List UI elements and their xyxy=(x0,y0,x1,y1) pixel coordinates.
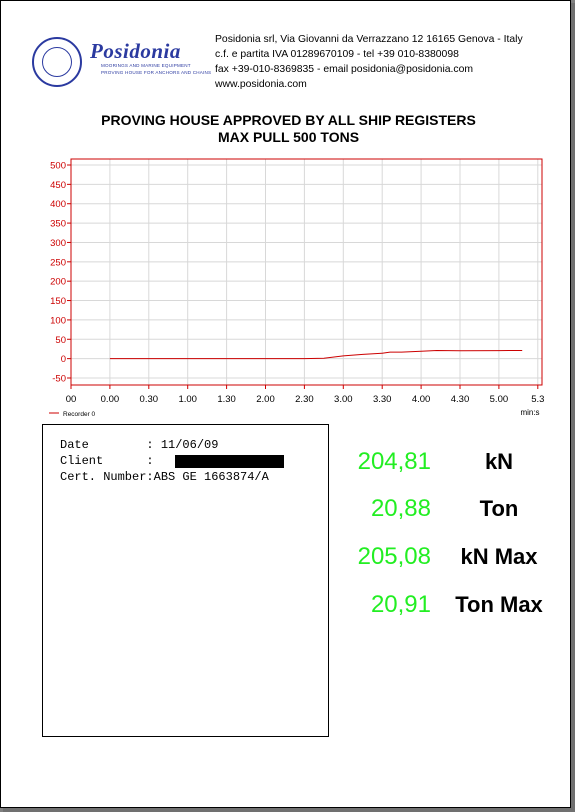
redacted-client-name xyxy=(175,455,284,468)
x-tick-label: 2.30 xyxy=(295,394,314,405)
y-tick-label: 50 xyxy=(55,334,66,346)
address-line-3: fax +39-010-8369835 - email posidonia@posidonia.com xyxy=(215,64,474,75)
certificate-info-box xyxy=(42,424,329,737)
y-tick-label: 250 xyxy=(50,257,66,269)
company-seal-logo xyxy=(32,37,82,87)
y-tick-label: 0 xyxy=(60,354,66,366)
y-tick-label: 300 xyxy=(50,237,66,249)
report-subtitle: MAX PULL 500 TONS xyxy=(217,129,360,145)
reading-value: 204,81 xyxy=(357,448,431,475)
reading-value: 205,08 xyxy=(357,543,431,570)
reading-unit: Ton Max xyxy=(455,592,543,617)
x-tick-label: 4.00 xyxy=(411,394,431,405)
reading-value: 20,88 xyxy=(370,495,431,522)
address-line-4: www.posidonia.com xyxy=(215,79,307,90)
x-tick-label: 0.30 xyxy=(139,394,159,405)
x-tick-label: 00 xyxy=(65,394,77,405)
brand-tagline-2: PROVING HOUSE FOR ANCHORS AND CHAINS xyxy=(101,70,212,75)
cert-number-line: Cert. Number:ABS GE 1663874/A xyxy=(60,470,269,484)
y-tick-label: 100 xyxy=(50,315,66,327)
x-tick-label: 3.00 xyxy=(334,394,353,405)
x-tick-label: 1.00 xyxy=(178,394,197,405)
x-tick-label: 2.00 xyxy=(256,394,275,405)
pull-force-chart xyxy=(1,153,572,423)
brand-name: Posidonia xyxy=(90,39,181,63)
x-tick-label: 0.00 xyxy=(100,394,120,405)
x-tick-label: 1.30 xyxy=(217,394,236,405)
reading-unit: kN xyxy=(484,449,514,474)
y-tick-label: 500 xyxy=(50,160,66,172)
x-unit-label: min:s xyxy=(520,408,540,417)
reading-value: 20,91 xyxy=(370,591,431,618)
y-tick-label: 200 xyxy=(50,276,66,288)
address-line-1: Posidonia srl, Via Giovanni da Verrazzano 12 16165 Genova - Italy xyxy=(215,34,523,45)
x-tick-label: 3.30 xyxy=(372,394,392,405)
x-tick-label: 5.3 xyxy=(531,394,545,405)
x-tick-label: 4.30 xyxy=(450,394,470,405)
report-title: PROVING HOUSE APPROVED BY ALL SHIP REGISTERS xyxy=(101,112,476,128)
y-tick-label: 350 xyxy=(50,218,66,230)
brand-tagline-1: MOORINGS AND MARINE EQUIPMENT xyxy=(101,63,191,68)
y-tick-label: 450 xyxy=(50,179,66,191)
reading-unit: Ton xyxy=(479,496,519,521)
reading-unit: kN Max xyxy=(460,544,538,569)
date-line: Date : 11/06/09 xyxy=(60,438,219,452)
x-tick-label: 5.00 xyxy=(489,394,509,405)
y-tick-label: 400 xyxy=(50,199,66,211)
legend-label: Recorder 0 xyxy=(63,411,96,418)
y-tick-label: -50 xyxy=(52,373,66,385)
y-tick-label: 150 xyxy=(50,296,66,308)
address-line-2: c.f. e partita IVA 01289670109 - tel +39 010-8380098 xyxy=(215,49,459,60)
client-line: Client : xyxy=(60,454,154,468)
